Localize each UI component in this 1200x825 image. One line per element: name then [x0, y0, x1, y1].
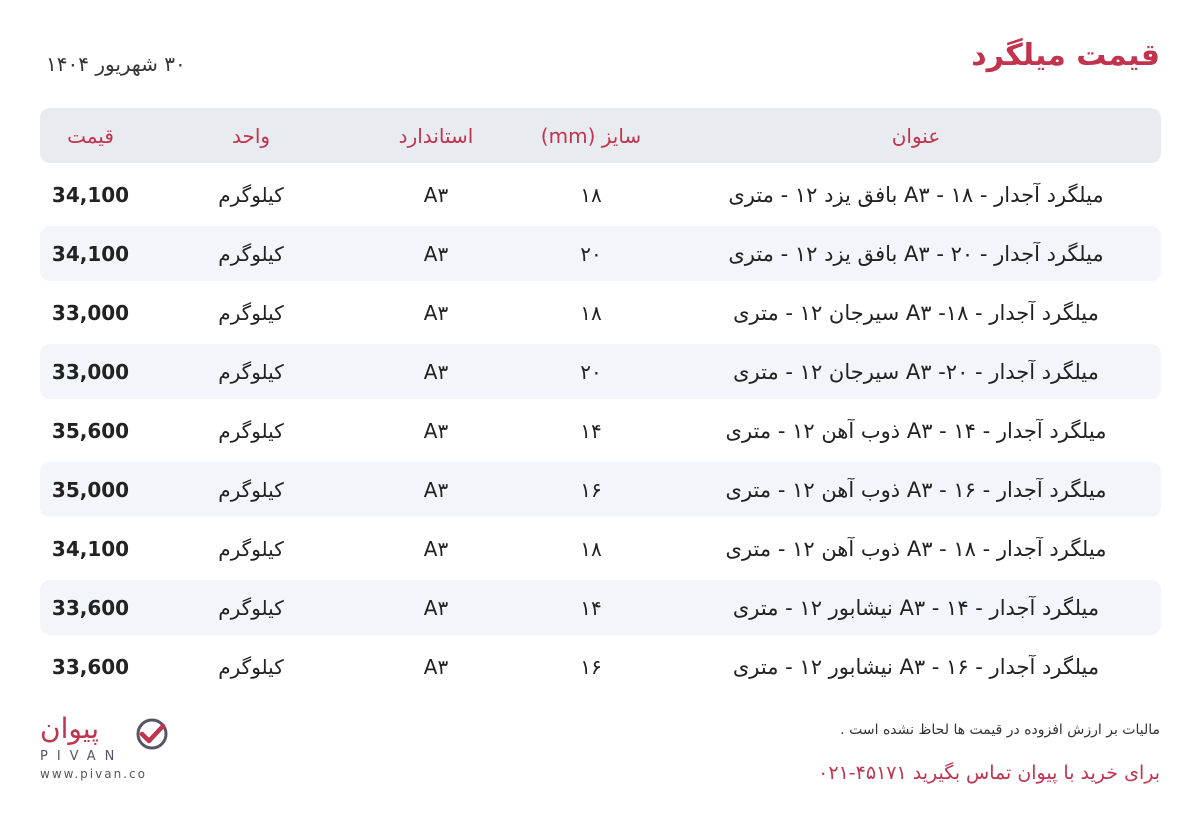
cell-standard: A۳ [423, 477, 449, 502]
table-row [40, 226, 1161, 281]
table-header [40, 108, 1161, 163]
column-header-price: قیمت [67, 123, 114, 148]
cell-unit: کیلوگرم [218, 595, 284, 620]
cell-price: 35,000 [51, 477, 130, 502]
cell-unit: کیلوگرم [218, 359, 284, 384]
logo-wordmark: پیوان [40, 712, 100, 745]
cell-title: میلگرد آجدار - A۳ - ۱۶ ذوب آهن ۱۲ - متری [725, 477, 1107, 502]
page-title: قیمت میلگرد [971, 38, 1160, 73]
price-table [40, 108, 1161, 694]
column-header-title: عنوان [891, 123, 941, 148]
column-header-unit: واحد [231, 123, 271, 148]
cell-title: میلگرد آجدار - A۳ - ۱۸ بافق یزد ۱۲ - متری [728, 182, 1104, 207]
cell-price: 33,000 [51, 300, 130, 325]
cell-size: ۱۶ [580, 654, 602, 679]
cell-unit: کیلوگرم [218, 241, 284, 266]
cell-title: میلگرد آجدار - A۳ -۲۰ سیرجان ۱۲ - متری [733, 359, 1099, 384]
cell-title: میلگرد آجدار - A۳ - ۱۸ ذوب آهن ۱۲ - متری [725, 536, 1107, 561]
column-header-standard: استاندارد [398, 123, 474, 148]
cell-title: میلگرد آجدار - A۳ - ۱۶ نیشابور ۱۲ - متری [732, 654, 1100, 679]
cell-standard: A۳ [423, 300, 449, 325]
cell-standard: A۳ [423, 595, 449, 620]
cell-unit: کیلوگرم [218, 418, 284, 443]
cell-title: میلگرد آجدار - A۳ - ۲۰ بافق یزد ۱۲ - متری [728, 241, 1104, 266]
cell-price: 33,600 [51, 595, 130, 620]
tax-note: مالیات بر ارزش افزوده در قیمت ها لحاظ نشده است . [840, 722, 1160, 738]
cell-price: 35,600 [51, 418, 130, 443]
table-row [40, 403, 1161, 458]
cell-price: 33,600 [51, 654, 130, 679]
table-row [40, 462, 1161, 517]
cell-unit: کیلوگرم [218, 654, 284, 679]
logo-latin: PIVAN [40, 749, 124, 764]
cell-unit: کیلوگرم [218, 477, 284, 502]
cell-unit: کیلوگرم [218, 182, 284, 207]
cell-standard: A۳ [423, 182, 449, 207]
cell-title: میلگرد آجدار - A۳ -۱۸ سیرجان ۱۲ - متری [733, 300, 1099, 325]
cell-unit: کیلوگرم [218, 536, 284, 561]
cell-price: 34,100 [51, 182, 130, 207]
check-pin-icon [132, 716, 172, 756]
contact-line: برای خرید با پیوان تماس بگیرید ۴۵۱۷۱-۰۲۱ [818, 762, 1160, 784]
cell-unit: کیلوگرم [218, 300, 284, 325]
column-header-size: سایز (mm) [540, 123, 642, 148]
cell-standard: A۳ [423, 359, 449, 384]
cell-size: ۲۰ [580, 241, 602, 266]
cell-size: ۱۸ [580, 300, 602, 325]
cell-size: ۲۰ [580, 359, 602, 384]
cell-standard: A۳ [423, 241, 449, 266]
cell-standard: A۳ [423, 418, 449, 443]
pivan-logo [40, 712, 180, 782]
logo-url: www.pivan.co [40, 767, 147, 781]
table-row [40, 521, 1161, 576]
cell-size: ۱۸ [580, 182, 602, 207]
table-row [40, 285, 1161, 340]
cell-size: ۱۶ [580, 477, 602, 502]
cell-standard: A۳ [423, 536, 449, 561]
table-row [40, 344, 1161, 399]
cell-title: میلگرد آجدار - A۳ - ۱۴ نیشابور ۱۲ - متری [732, 595, 1100, 620]
cell-price: 34,100 [51, 536, 130, 561]
cell-size: ۱۴ [580, 595, 602, 620]
table-row [40, 580, 1161, 635]
table-row [40, 639, 1161, 694]
page-date: ۳۰ شهریور ۱۴۰۴ [46, 52, 186, 76]
cell-standard: A۳ [423, 654, 449, 679]
cell-size: ۱۸ [580, 536, 602, 561]
cell-size: ۱۴ [580, 418, 602, 443]
table-row [40, 167, 1161, 222]
cell-title: میلگرد آجدار - A۳ - ۱۴ ذوب آهن ۱۲ - متری [725, 418, 1107, 443]
cell-price: 34,100 [51, 241, 130, 266]
cell-price: 33,000 [51, 359, 130, 384]
